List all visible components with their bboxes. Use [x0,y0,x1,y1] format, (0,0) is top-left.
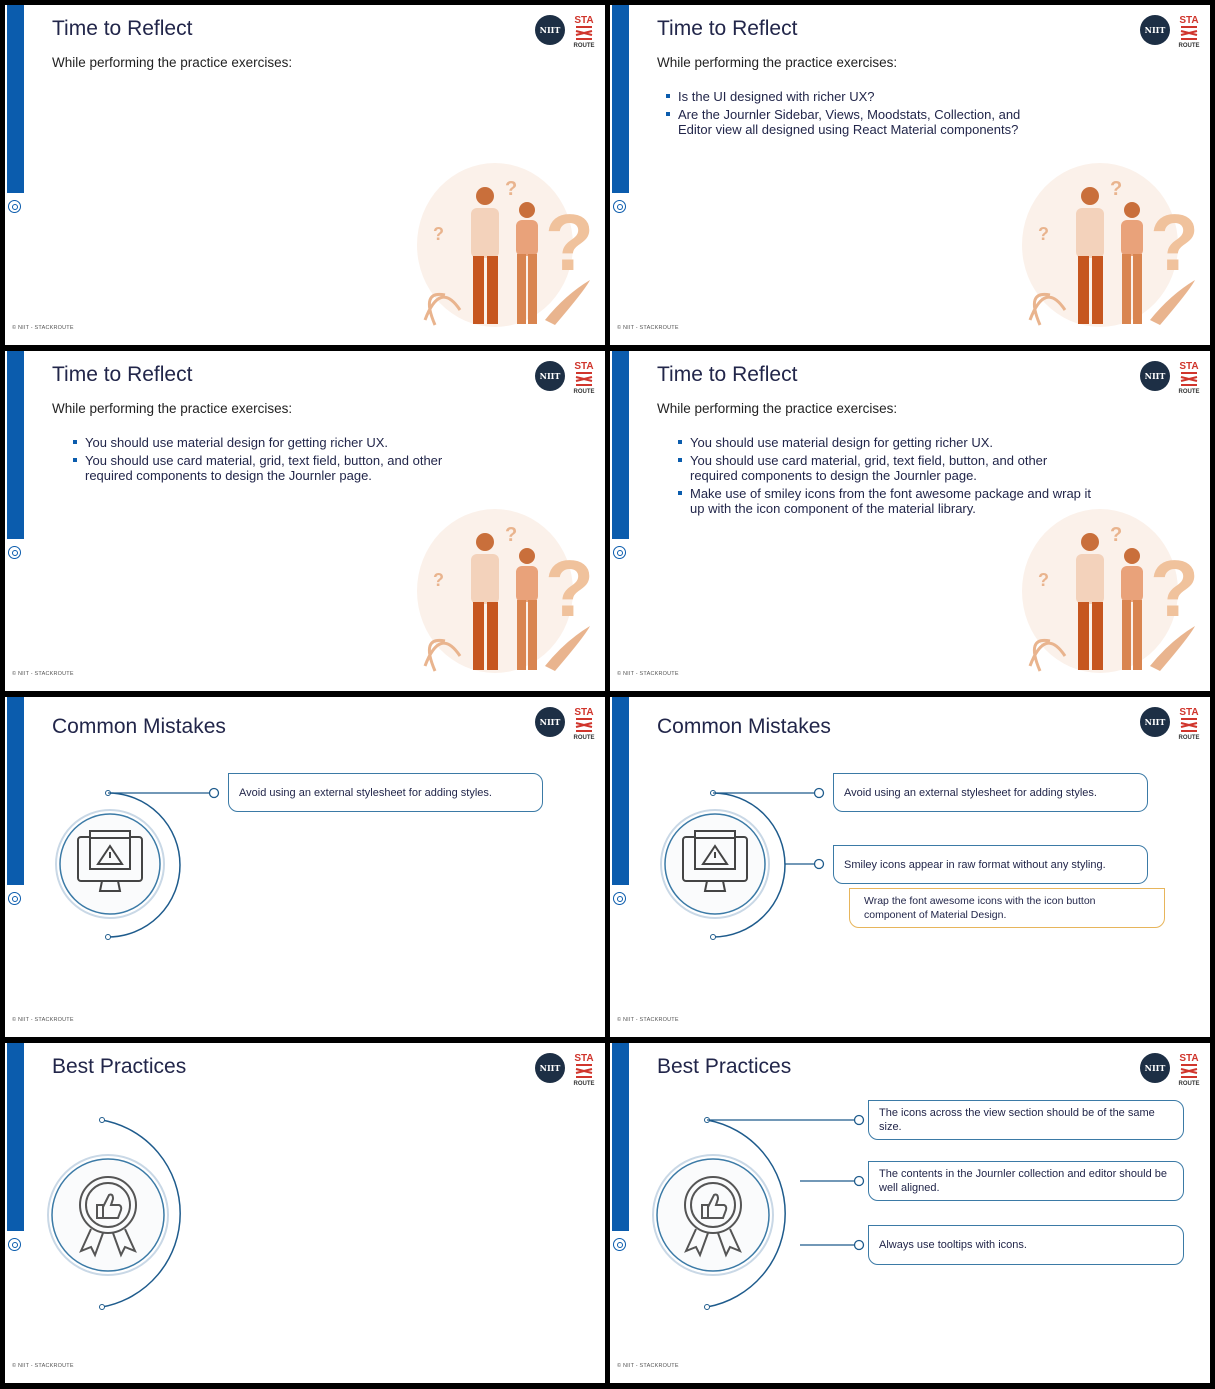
svg-text:?: ? [433,570,444,590]
stackroute-logo-icon [1178,358,1200,394]
svg-text:ROUTE: ROUTE [573,43,595,48]
mistake-callout: Avoid using an external stylesheet for adding styles. [228,773,543,812]
svg-text:STA: STA [1179,1053,1199,1064]
slide-title: Best Practices [657,1055,792,1078]
mistake-callout: Smiley icons appear in raw format without any styling. [833,845,1148,884]
list-item: Is the UI designed with richer UX? [678,89,1108,104]
svg-text:STA: STA [574,1053,594,1064]
mistake-callout: Avoid using an external stylesheet for adding styles. [833,773,1148,812]
slide-subtitle: While performing the practice exercises: [52,401,293,416]
slide-subtitle: While performing the practice exercises: [52,55,293,70]
list-item: Are the Journler Sidebar, Views, Moodstats, Collection, and Editor view all designed using React Material components? [678,107,1048,137]
niit-logo-icon: NIIT [1140,707,1170,737]
slide-title: Time to Reflect [52,17,193,40]
svg-text:ROUTE: ROUTE [573,389,595,394]
svg-text:?: ? [433,224,444,244]
list-item: You should use card material, grid, text field, button, and other required components to design the Journler page. [690,453,1075,483]
svg-text:STA: STA [574,15,594,26]
stackroute-logo-icon [573,358,595,394]
svg-text:?: ? [1110,524,1123,546]
bullet-list [678,89,1108,140]
slide-title: Time to Reflect [52,363,193,386]
slide-8 [610,1043,1210,1383]
svg-text:STA: STA [1179,15,1199,26]
niit-logo-icon: NIIT [1140,15,1170,45]
accent-bar [7,351,24,539]
bullet-list [85,435,515,486]
slide-5 [5,697,605,1037]
slide-title: Common Mistakes [657,715,831,738]
reflection-people-illustration-icon [415,506,595,676]
svg-text:STA: STA [1179,707,1199,718]
svg-text:ROUTE: ROUTE [1178,389,1200,394]
svg-text:?: ? [545,198,594,287]
slide-6 [610,697,1210,1037]
svg-text:?: ? [1110,178,1123,200]
slide-title: Time to Reflect [657,17,798,40]
list-item: Make use of smiley icons from the font awesome package and wrap it up with the icon component of the material library. [690,486,1105,516]
svg-text:ROUTE: ROUTE [1178,735,1200,740]
footer-text: © NIIT - STACKROUTE [617,671,679,677]
reflection-people-illustration-icon [415,160,595,330]
footer-text: © NIIT - STACKROUTE [12,1017,74,1023]
footer-text: © NIIT - STACKROUTE [617,325,679,331]
svg-text:?: ? [1150,544,1199,633]
accent-bar [7,5,24,193]
list-item: You should use card material, grid, text field, button, and other required components to design the Journler page. [85,453,470,483]
footer-text: © NIIT - STACKROUTE [12,671,74,677]
mistakes-diagram [5,697,605,1037]
slide-title: Best Practices [52,1055,187,1078]
list-item: You should use material design for getting richer UX. [690,435,1120,450]
slide-2 [610,5,1210,345]
accent-bar [612,351,629,539]
reflection-people-illustration-icon [1020,506,1200,676]
svg-text:ROUTE: ROUTE [573,735,595,740]
svg-text:?: ? [505,178,518,200]
slide-1 [5,5,605,345]
slide-subtitle: While performing the practice exercises: [657,55,898,70]
footer-text: © NIIT - STACKROUTE [12,1363,74,1369]
practice-callout: The icons across the view section should be of the same size. [868,1100,1184,1140]
practice-callout: The contents in the Journler collection and editor should be well aligned. [868,1161,1184,1201]
footer-text: © NIIT - STACKROUTE [12,325,74,331]
footer-text: © NIIT - STACKROUTE [617,1017,679,1023]
footer-text: © NIIT - STACKROUTE [617,1363,679,1369]
svg-text:?: ? [1150,198,1199,287]
svg-text:?: ? [505,524,518,546]
svg-text:STA: STA [574,361,594,372]
slide-7 [5,1043,605,1383]
niit-logo-icon: NIIT [535,1053,565,1083]
svg-text:STA: STA [574,707,594,718]
svg-text:STA: STA [1179,361,1199,372]
list-item: You should use material design for getting richer UX. [85,435,515,450]
practices-diagram [610,1043,1210,1383]
ring-icon [8,546,21,559]
ring-icon [613,200,626,213]
svg-text:?: ? [1038,570,1049,590]
svg-text:ROUTE: ROUTE [1178,43,1200,48]
niit-logo-icon: NIIT [1140,1053,1170,1083]
niit-logo-icon: NIIT [1140,361,1170,391]
practice-callout: Always use tooltips with icons. [868,1225,1184,1265]
accent-bar [612,5,629,193]
slide-title: Time to Reflect [657,363,798,386]
practices-diagram [5,1043,605,1383]
niit-logo-icon: NIIT [535,15,565,45]
svg-text:?: ? [1038,224,1049,244]
ring-icon [8,200,21,213]
slide-title: Common Mistakes [52,715,226,738]
ring-icon [613,546,626,559]
slide-3 [5,351,605,691]
reflection-people-illustration-icon [1020,160,1200,330]
stackroute-logo-icon [573,12,595,48]
niit-logo-icon: NIIT [535,361,565,391]
svg-text:?: ? [545,544,594,633]
solution-tip-callout: Wrap the font awesome icons with the icon button component of Material Design. [849,888,1165,928]
slide-4 [610,351,1210,691]
svg-text:ROUTE: ROUTE [1178,1081,1200,1086]
niit-logo-icon: NIIT [535,707,565,737]
svg-text:ROUTE: ROUTE [573,1081,595,1086]
slide-subtitle: While performing the practice exercises: [657,401,898,416]
stackroute-logo-icon [1178,12,1200,48]
